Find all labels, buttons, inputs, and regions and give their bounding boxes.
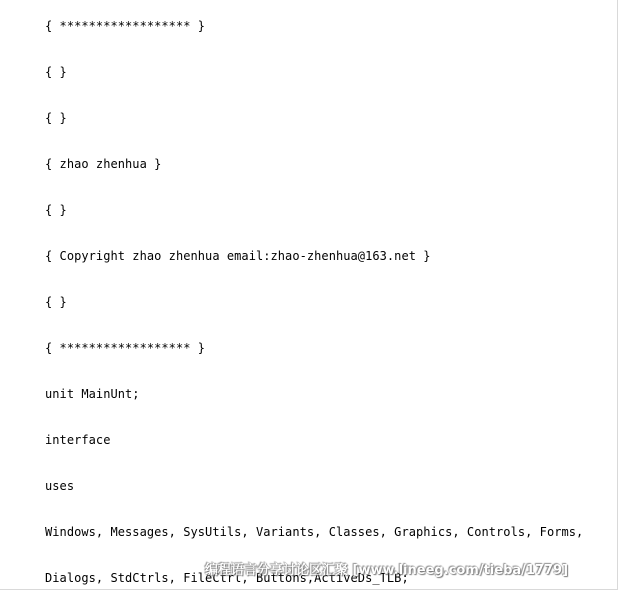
uses-list-line-2: Dialogs, StdCtrls, FileCtrl, Buttons,ActiveDs_TLB; bbox=[45, 571, 409, 585]
interface-keyword: interface bbox=[45, 433, 111, 447]
comment-line-empty: { } bbox=[45, 65, 67, 79]
comment-line-author: { zhao zhenhua } bbox=[45, 157, 162, 171]
uses-keyword: uses bbox=[45, 479, 75, 493]
watermark-text: 编程语言分享讨论区汇聚 [www.lineeg.com/tieba/1779] bbox=[205, 563, 569, 578]
unit-declaration: unit MainUnt; bbox=[45, 387, 140, 401]
uses-list-line-1: Windows, Messages, SysUtils, Variants, Classes, Graphics, Controls, Forms, bbox=[45, 525, 584, 539]
comment-line-copyright: { Copyright zhao zhenhua email:zhao-zhenhua@163.net } bbox=[45, 249, 431, 263]
comment-line-empty: { } bbox=[45, 203, 67, 217]
comment-line-border-bottom: { ****************** } bbox=[45, 341, 206, 355]
comment-line-empty: { } bbox=[45, 295, 67, 309]
comment-line-border-top: { ****************** } bbox=[45, 19, 206, 33]
comment-line-empty: { } bbox=[45, 111, 67, 125]
